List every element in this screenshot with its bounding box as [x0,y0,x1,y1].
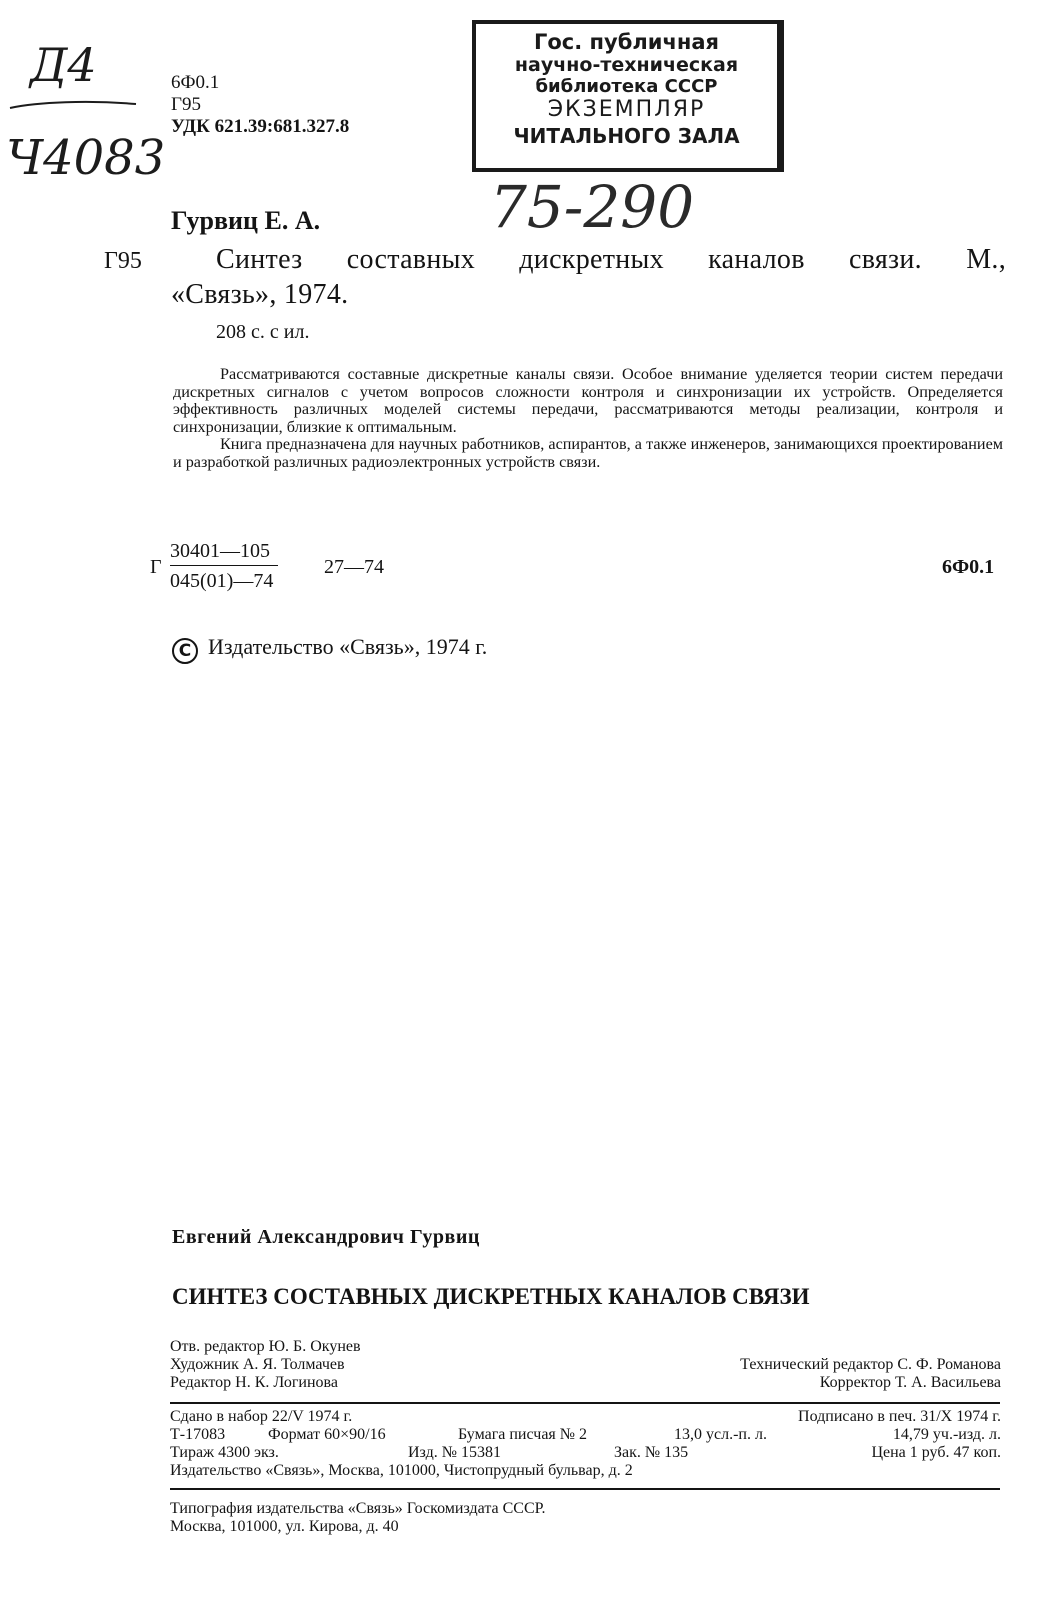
stamp-line: библиотека СССР [535,76,718,97]
abstract-paragraph: Книга предназначена для научных работников, аспирантов, а также инженеров, занимающихся проектированием и разработкой различных радиоэлектронных устройств связи. [173,435,1003,471]
print-price: Цена 1 руб. 47 коп. [871,1444,1001,1461]
print-sheets-pub: 14,79 уч.-изд. л. [892,1426,1001,1443]
imprint-title-caps: СИНТЕЗ СОСТАВНЫХ ДИСКРЕТНЫХ КАНАЛОВ СВЯЗИ [172,1284,810,1309]
print-sheets-conv: 13,0 усл.-п. л. [674,1426,767,1443]
abstract [173,366,1003,472]
catalog-author: Гурвиц Е. А. [171,206,321,235]
author-mark: Г95 [171,94,201,115]
stamp-line: ЧИТАЛЬНОГО ЗАЛА [513,124,740,148]
credit-artist: Художник А. Я. Толмачев [170,1356,345,1373]
print-signed: Подписано в печ. 31/X 1974 г. [798,1408,1001,1425]
stamp-line: научно-техническая [514,54,739,76]
print-submitted: Сдано в набор 22/V 1974 г. [170,1408,353,1425]
copyright-text: Издательство «Связь», 1974 г. [208,634,488,659]
index-right-code: 6Ф0.1 [942,556,995,578]
handwritten-code-top: Д4 [30,38,97,92]
print-publisher: Издательство «Связь», Москва, 101000, Чистопрудный бульвар, д. 2 [170,1462,633,1479]
bbk-code: 6Ф0.1 [171,72,220,93]
printer-line1: Типография издательства «Связь» Госкомиздата СССР. [170,1500,546,1517]
library-stamp [472,20,784,172]
print-order-no: Зак. № 135 [614,1444,689,1461]
index-fraction [170,540,278,593]
credit-tech-editor: Технический редактор С. Ф. Романова [740,1356,1001,1373]
credit-editor: Редактор Н. К. Логинова [170,1374,338,1391]
catalog-title-line1: Синтез составных дискретных каналов связи. М., [216,244,1006,275]
credit-proofreader: Корректор Т. А. Васильева [819,1374,1001,1391]
print-t-number: Т-17083 [170,1426,226,1443]
index-prefix: Г [150,556,162,578]
index-suffix: 27—74 [324,556,384,578]
handwritten-underline [8,96,138,116]
udc-code: УДК 621.39:681.327.8 [171,116,350,137]
catalog-title-line2: «Связь», 1974. [171,279,349,310]
catalog-margin-mark: Г95 [104,248,142,274]
index-numerator: 30401—105 [170,540,278,566]
imprint-rule-top [170,1402,1000,1404]
handwritten-registration-number: 75-290 [490,173,695,241]
print-run: Тираж 4300 экз. [170,1444,279,1461]
abstract-paragraph: Рассматриваются составные дискретные каналы связи. Особое внимание уделяется теории систем передачи дискретных сигналов с учетом вопросов сложности контроля и синхронизации их устройств. Определяется эффективность различных моделей системы передачи, рассматриваются методы реализации, контроля и синхронизации, близкие к оптимальным. [173,365,1003,436]
stamp-line: ЭКЗЕМПЛЯР [547,97,706,122]
imprint-rule-bottom [170,1488,1000,1490]
catalog-pages: 208 с. с ил. [216,321,310,343]
imprint-author-full: Евгений Александрович Гурвиц [172,1226,480,1248]
copyright-icon: C [172,638,198,664]
credit-resp-editor: Отв. редактор Ю. Б. Окунев [170,1338,361,1355]
print-format: Формат 60×90/16 [268,1426,386,1443]
print-pub-no: Изд. № 15381 [408,1444,501,1461]
index-denominator: 045(01)—74 [170,570,274,592]
print-paper: Бумага писчая № 2 [458,1426,588,1443]
stamp-line: Гос. публичная [533,30,720,54]
printer-line2: Москва, 101000, ул. Кирова, д. 40 [170,1518,399,1535]
copyright-line [172,634,487,664]
handwritten-code-bottom: Ч4083 [6,130,166,186]
